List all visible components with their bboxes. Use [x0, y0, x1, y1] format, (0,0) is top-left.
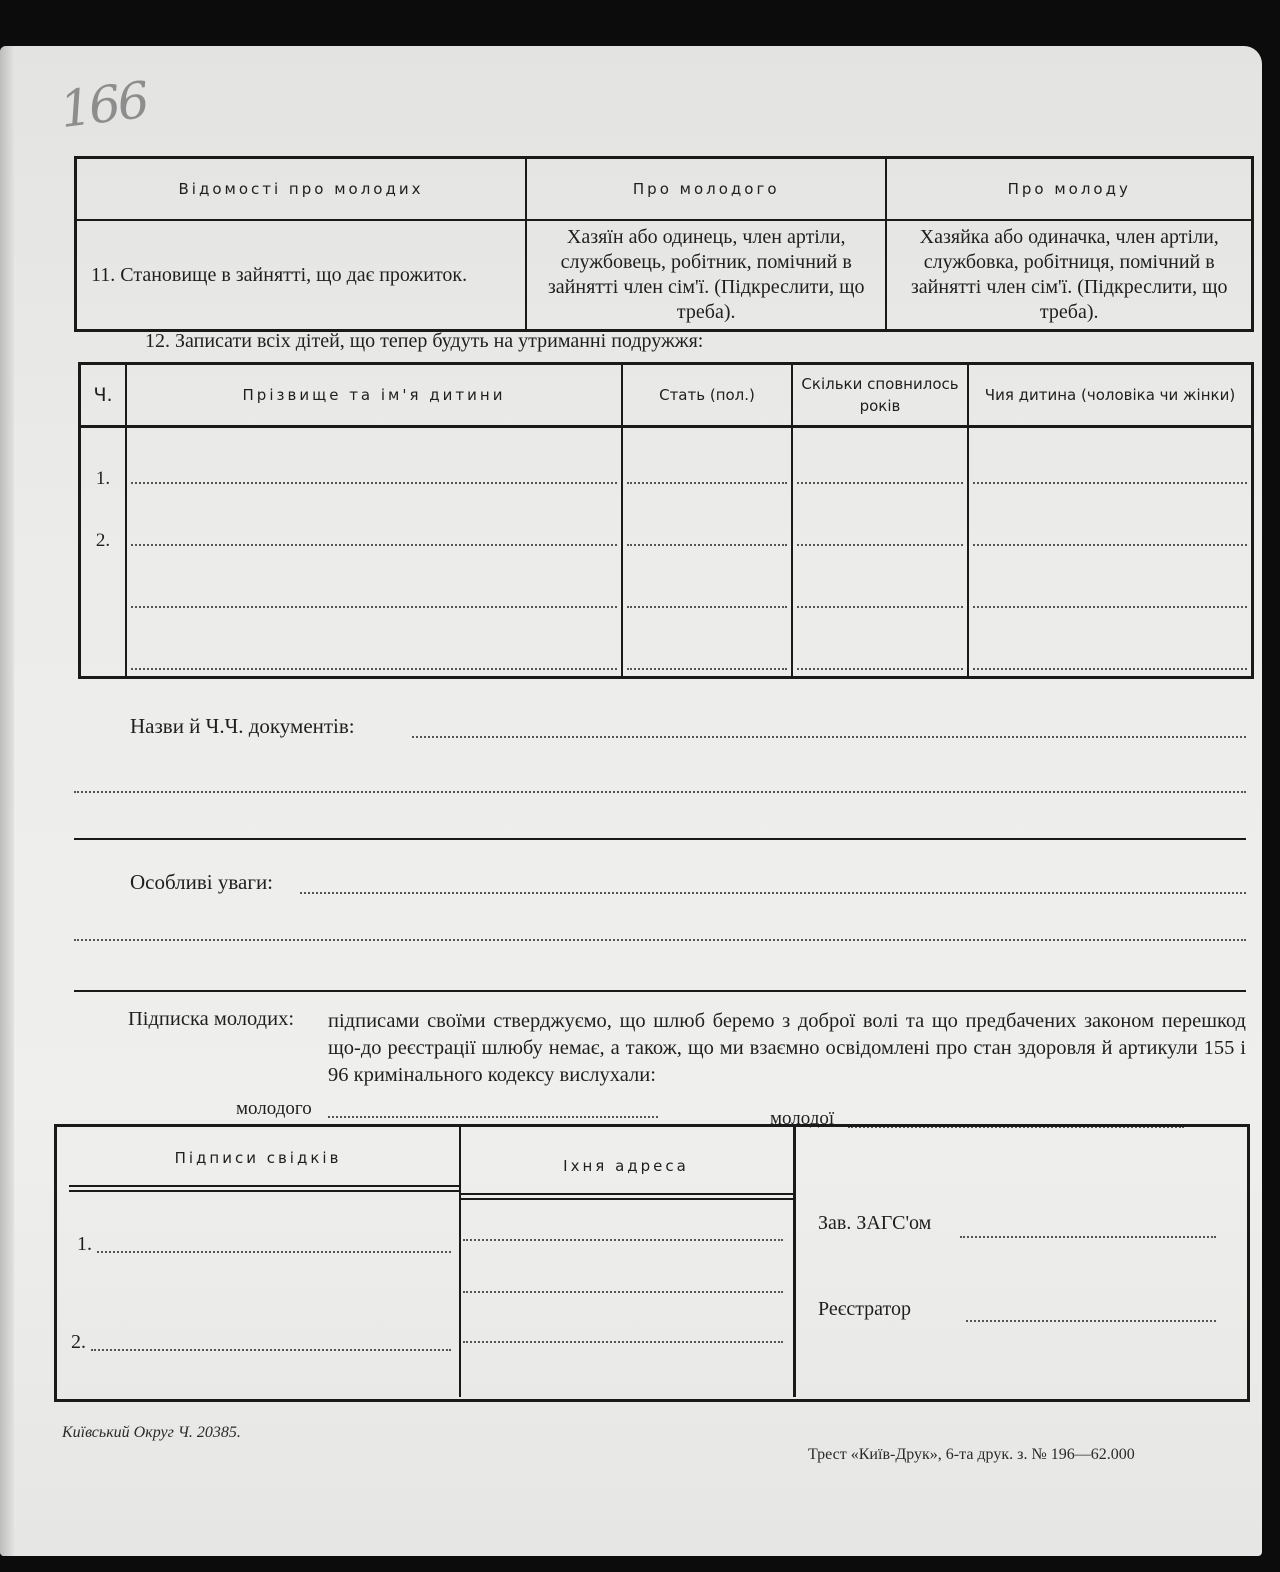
- child-name-field[interactable]: [131, 594, 617, 608]
- remarks-label: Особливі уваги:: [130, 870, 274, 894]
- witness-number: 1.: [77, 1233, 92, 1255]
- header-whose-child: Чия дитина (чоловіка чи жінки): [968, 364, 1253, 427]
- table-row: [80, 427, 1253, 491]
- witness-signatures-header: Підписи свідків: [174, 1149, 342, 1167]
- child-whose-field[interactable]: [973, 594, 1247, 608]
- children-table: [78, 362, 1254, 679]
- footer-left: Київський Округ Ч. 20385.: [62, 1424, 241, 1441]
- child-age-field[interactable]: [797, 532, 963, 546]
- header-age: Скільки сповнилось років: [792, 364, 968, 427]
- registrar-label: Реєстратор: [818, 1298, 912, 1320]
- witness-address-column: [459, 1127, 796, 1397]
- witness-number: 2.: [71, 1331, 86, 1353]
- child-sex-field[interactable]: [627, 532, 787, 546]
- registry-head-label: Зав. ЗАГС'ом: [818, 1212, 932, 1234]
- row11-label: 11. Становище в зайнятті, що дає прожиток.: [76, 220, 527, 331]
- bride-signature-label: молодої: [770, 1108, 835, 1129]
- child-name-field[interactable]: [131, 656, 617, 670]
- child-whose-field[interactable]: [973, 656, 1247, 670]
- child-whose-field[interactable]: [973, 470, 1247, 484]
- child-sex-field[interactable]: [627, 656, 787, 670]
- table-row: [80, 614, 1253, 678]
- row11-groom[interactable]: Хазяїн або одинець, член артіли, службовець, робітник, помічний в зайнятті член сім'ї. (Підкреслити, що треба).: [526, 220, 886, 331]
- documents-field-2[interactable]: [74, 791, 1246, 793]
- header-sex: Стать (пол.): [622, 364, 792, 427]
- row11-bride[interactable]: Хазяйка або одиначка, член артіли, службовка, робітниця, помічний в зайнятті член сім'ї. (Підкреслити, що треба).: [886, 220, 1252, 331]
- row-number: 1.: [95, 468, 111, 489]
- groom-signature-label: молодого: [236, 1098, 312, 1119]
- section12-title: 12. Записати всіх дітей, що тепер будуть на утриманні подружжя:: [145, 330, 704, 352]
- documents-field[interactable]: [412, 736, 1246, 738]
- witness-address-field[interactable]: [463, 1291, 783, 1293]
- witness-address-field[interactable]: [463, 1341, 783, 1343]
- handwritten-note: 166: [56, 70, 150, 140]
- witness-address-header: Іхня адреса: [563, 1157, 689, 1175]
- remarks-field[interactable]: [300, 892, 1246, 894]
- footer-right: Трест «Київ-Друк», 6-та друк. з. № 196—62.000: [808, 1446, 1135, 1463]
- info-table: [74, 156, 1254, 332]
- divider: [74, 990, 1246, 992]
- child-age-field[interactable]: [797, 594, 963, 608]
- witness-address-field[interactable]: [463, 1239, 783, 1241]
- groom-signature-field[interactable]: [328, 1116, 658, 1118]
- header-child-name: Прізвище та ім'я дитини: [126, 364, 622, 427]
- row-number: 2.: [95, 530, 111, 551]
- remarks-field-2[interactable]: [74, 939, 1246, 941]
- child-age-field[interactable]: [797, 470, 963, 484]
- witness-signatures-column: [57, 1127, 461, 1397]
- registrar-field[interactable]: [966, 1320, 1216, 1322]
- witness-1-signature-field[interactable]: [97, 1251, 451, 1253]
- form-page: [0, 46, 1262, 1556]
- child-whose-field[interactable]: [973, 532, 1247, 546]
- header-bride: Про молоду: [886, 158, 1252, 221]
- header-number: Ч.: [80, 364, 127, 427]
- signature-label: Підписка молодих:: [128, 1008, 295, 1030]
- registry-head-field[interactable]: [960, 1236, 1216, 1238]
- child-sex-field[interactable]: [627, 594, 787, 608]
- documents-label: Назви й Ч.Ч. документів:: [130, 714, 355, 738]
- child-age-field[interactable]: [797, 656, 963, 670]
- signature-text: підписами своїми стверджуємо, що шлюб беремо з доброї волі та що предбачених законом перешкод що-до реєстрації шлюбу немає, а також, що ми взаємно освідомлені про стан здоровля й артикули 155 і 96 кримінального кодексу вислухали:: [328, 1010, 1246, 1086]
- divider: [74, 838, 1246, 840]
- table-row: [80, 490, 1253, 552]
- child-name-field[interactable]: [131, 470, 617, 484]
- header-info: Відомості про молодих: [76, 158, 527, 221]
- child-name-field[interactable]: [131, 532, 617, 546]
- table-row: [80, 552, 1253, 614]
- header-groom: Про молодого: [526, 158, 886, 221]
- child-sex-field[interactable]: [627, 470, 787, 484]
- witness-2-signature-field[interactable]: [91, 1349, 451, 1351]
